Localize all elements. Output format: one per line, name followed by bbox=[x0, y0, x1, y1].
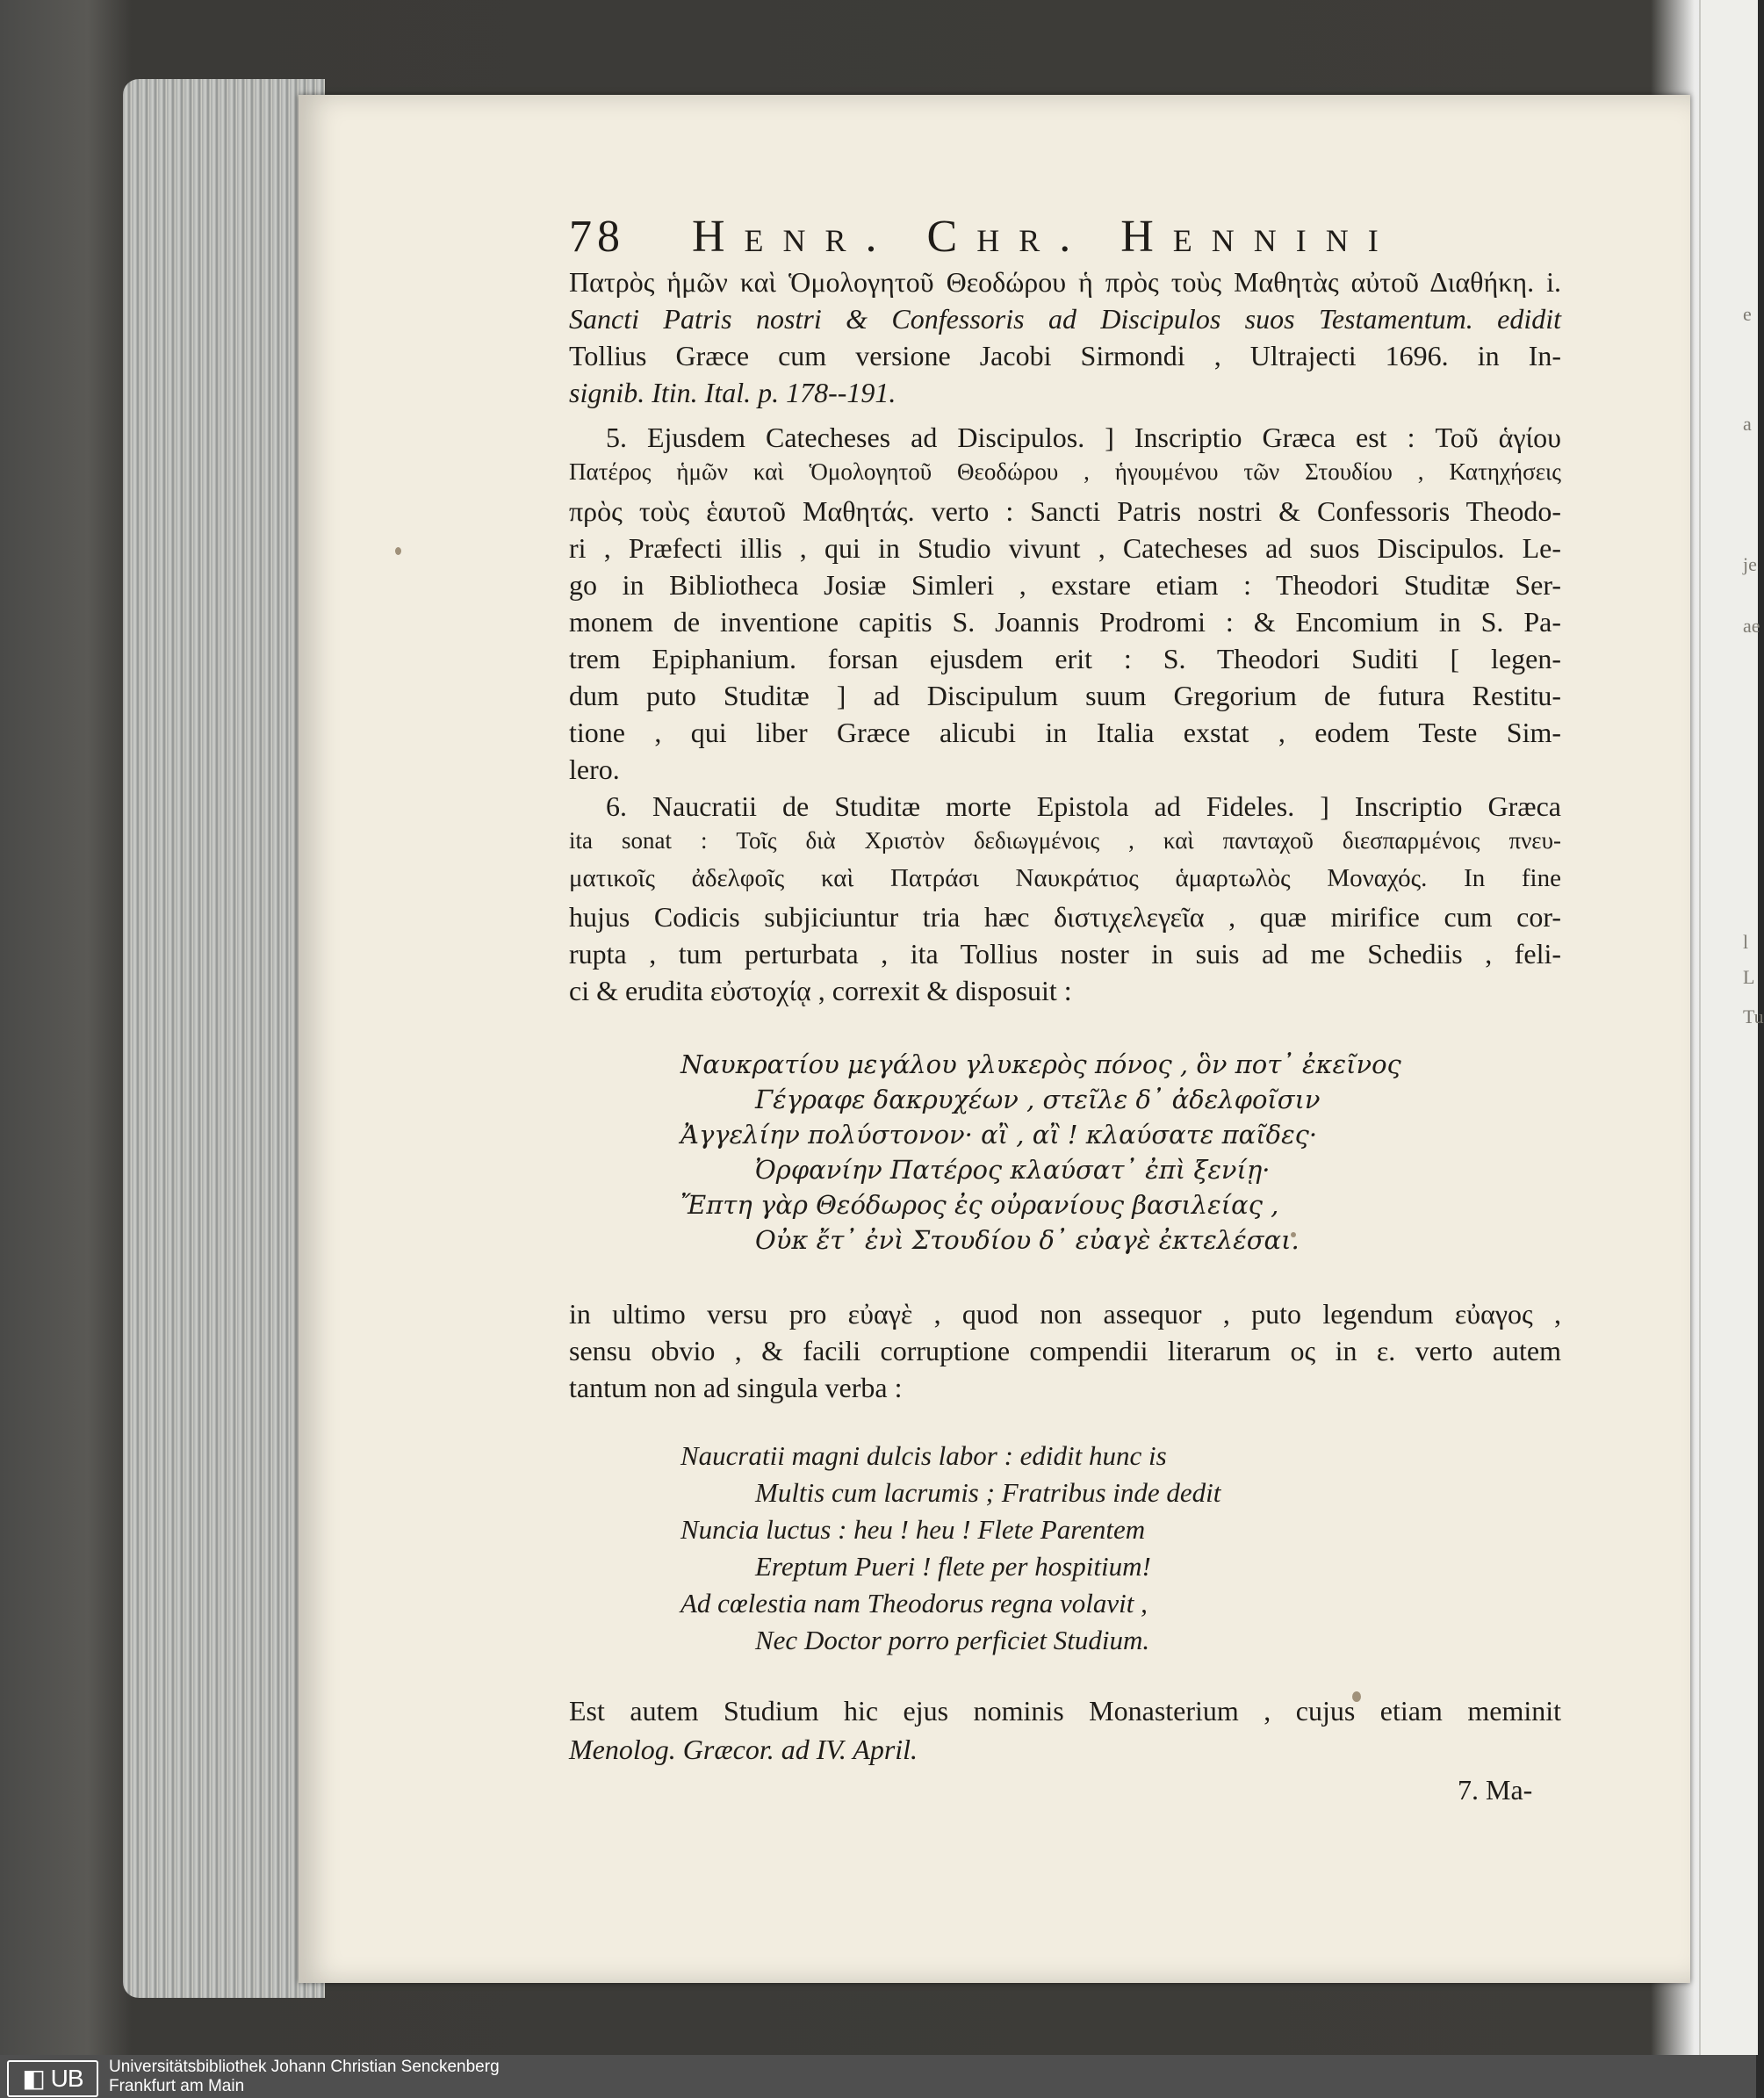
library-name: Universitätsbibliothek Johann Christian Senckenberg bbox=[109, 2058, 500, 2076]
running-title: Henr. Chr. Hennini bbox=[692, 212, 1398, 262]
text-line-greek: Πατέρος ἡμῶν καὶ Ὁμολογητοῦ Θεοδώρου , ἡγουμένου τῶν Στουδίου , Κατηχήσεις bbox=[569, 458, 1561, 485]
text-line: hujus Codicis subjiciuntur tria hæc διστιχελεγεῖα , quæ mirifice cum cor- bbox=[569, 901, 1561, 933]
facing-page bbox=[1699, 0, 1764, 2055]
page-number: 78 bbox=[569, 212, 625, 262]
facing-page-mark: L bbox=[1743, 966, 1755, 988]
latin-verse-line: Ad cœlestia nam Theodorus regna volavit , bbox=[680, 1588, 1148, 1619]
facing-page-mark: l bbox=[1743, 931, 1749, 953]
text-line: ci & erudita εὐστοχίᾳ , correxit & disposuit : bbox=[569, 975, 1072, 1006]
library-city: Frankfurt am Main bbox=[109, 2077, 245, 2095]
latin-verse-line: Naucratii magni dulcis labor : edidit hunc is bbox=[680, 1440, 1167, 1471]
latin-verse-line: Ereptum Pueri ! flete per hospitium! bbox=[755, 1551, 1151, 1582]
text-line: signib. Itin. Ital. p. 178--191. bbox=[569, 377, 896, 408]
greek-verse-line: Γέγραφε δακρυχέων , στεῖλε δ᾽ ἀδελφοῖσιν bbox=[755, 1085, 1321, 1114]
ub-logo-mark: ◧ bbox=[22, 2065, 51, 2092]
text-line: 5. Ejusdem Catecheses ad Discipulos. ] Inscriptio Græca est : Τοῦ ἁγίου bbox=[606, 422, 1561, 453]
text-line: ri , Præfecti illis , qui in Studio vivunt , Catecheses ad suos Discipulos. Le- bbox=[569, 532, 1561, 564]
latin-verse-line: Nuncia luctus : heu ! heu ! Flete Parentem bbox=[680, 1514, 1146, 1545]
text-line: Est autem Studium hic ejus nominis Monasterium , cujus etiam meminit bbox=[569, 1695, 1561, 1727]
facing-page-mark: ae bbox=[1743, 615, 1760, 637]
text-line: in ultimo versu pro εὐαγὲ , quod non assequor , puto legendum εὐαγος , bbox=[569, 1298, 1561, 1330]
text-line: tantum non ad singula verba : bbox=[569, 1372, 903, 1403]
ub-logo bbox=[7, 2060, 98, 2097]
text-line: trem Epiphanium. forsan ejusdem erit : S. Theodori Suditi [ legen- bbox=[569, 643, 1561, 674]
ink-spot bbox=[395, 547, 401, 555]
text-line: πρὸς τοὺς ἑαυτοῦ Μαθητάς. verto : Sancti Patris nostri & Confessoris Theodo- bbox=[569, 495, 1561, 527]
text-line: sensu obvio , & facili corruptione compendii literarum ος in ε. verto autem bbox=[569, 1335, 1561, 1366]
text-line: 6. Naucratii de Studitæ morte Epistola ad Fideles. ] Inscriptio Græca bbox=[606, 790, 1561, 822]
text-line: monem de inventione capitis S. Joannis Prodromi : & Encomium in S. Pa- bbox=[569, 606, 1561, 638]
book-page-edges bbox=[123, 79, 325, 1998]
greek-verse-line: Ὀρφανίην Πατέρος κλαύσατ᾽ ἐπὶ ξενίῃ· bbox=[755, 1155, 1271, 1185]
greek-verse-line: Οὐκ ἔτ᾽ ἐνὶ Στουδίου δ᾽ εὐαγὲ ἐκτελέσαι. bbox=[755, 1225, 1300, 1255]
latin-verse-line: Nec Doctor porro perficiet Studium. bbox=[755, 1625, 1150, 1655]
library-footer bbox=[0, 2055, 1756, 2098]
greek-verse-line: Ἀγγελίην πολύστονον· αἲ , αἲ ! κλαύσατε παῖδες· bbox=[680, 1120, 1318, 1150]
catchword: 7. Ma- bbox=[1458, 1774, 1533, 1806]
facing-page-mark: Tu bbox=[1743, 1006, 1764, 1027]
text-line: lero. bbox=[569, 753, 620, 785]
ub-logo-text: UB bbox=[50, 2065, 83, 2092]
text-line-greek: ματικοῖς ἀδελφοῖς καὶ Πατράσι Ναυκράτιος ἁμαρτωλὸς Μοναχός. In fine bbox=[569, 864, 1561, 892]
text-line: go in Bibliotheca Josiæ Simleri , exstare etiam : Theodori Studitæ Ser- bbox=[569, 569, 1561, 601]
text-line-greek: ita sonat : Τοῖς διὰ Χριστὸν δεδιωγμένοις , καὶ πανταχοῦ διεσπαρμένοις πνευ- bbox=[569, 827, 1561, 854]
text-line: tione , qui liber Græce alicubi in Italia exstat , eodem Teste Sim- bbox=[569, 717, 1561, 748]
facing-page-mark: je bbox=[1743, 553, 1757, 575]
text-line: Tollius Græce cum versione Jacobi Sirmondi , Ultrajecti 1696. in In- bbox=[569, 340, 1561, 371]
text-line: Sancti Patris nostri & Confessoris ad Discipulos suos Testamentum. edidit bbox=[569, 303, 1561, 335]
facing-page-mark: e bbox=[1743, 303, 1752, 325]
page-header bbox=[569, 211, 1447, 272]
text-line-greek: Πατρὸς ἡμῶν καὶ Ὁμολογητοῦ Θεοδώρου ἡ πρὸς τοὺς Μαθητὰς αὐτοῦ Διαθήκη. i. bbox=[569, 266, 1561, 298]
facing-page-mark: a bbox=[1743, 413, 1752, 435]
greek-verse-line: Ἔπτη γὰρ Θεόδωρος ἐς οὐρανίους βασιλείας , bbox=[680, 1190, 1279, 1220]
text-line: dum puto Studitæ ] ad Discipulum suum Gregorium de futura Restitu- bbox=[569, 680, 1561, 711]
greek-verse-line: Ναυκρατίου μεγάλου γλυκερὸς πόνος , ὃν ποτ᾽ ἐκεῖνος bbox=[680, 1049, 1401, 1079]
latin-verse-line: Multis cum lacrumis ; Fratribus inde dedit bbox=[755, 1477, 1221, 1508]
text-line: Menolog. Græcor. ad IV. April. bbox=[569, 1734, 918, 1765]
text-line: rupta , tum perturbata , ita Tollius noster in suis ad me Schediis , feli- bbox=[569, 938, 1561, 970]
